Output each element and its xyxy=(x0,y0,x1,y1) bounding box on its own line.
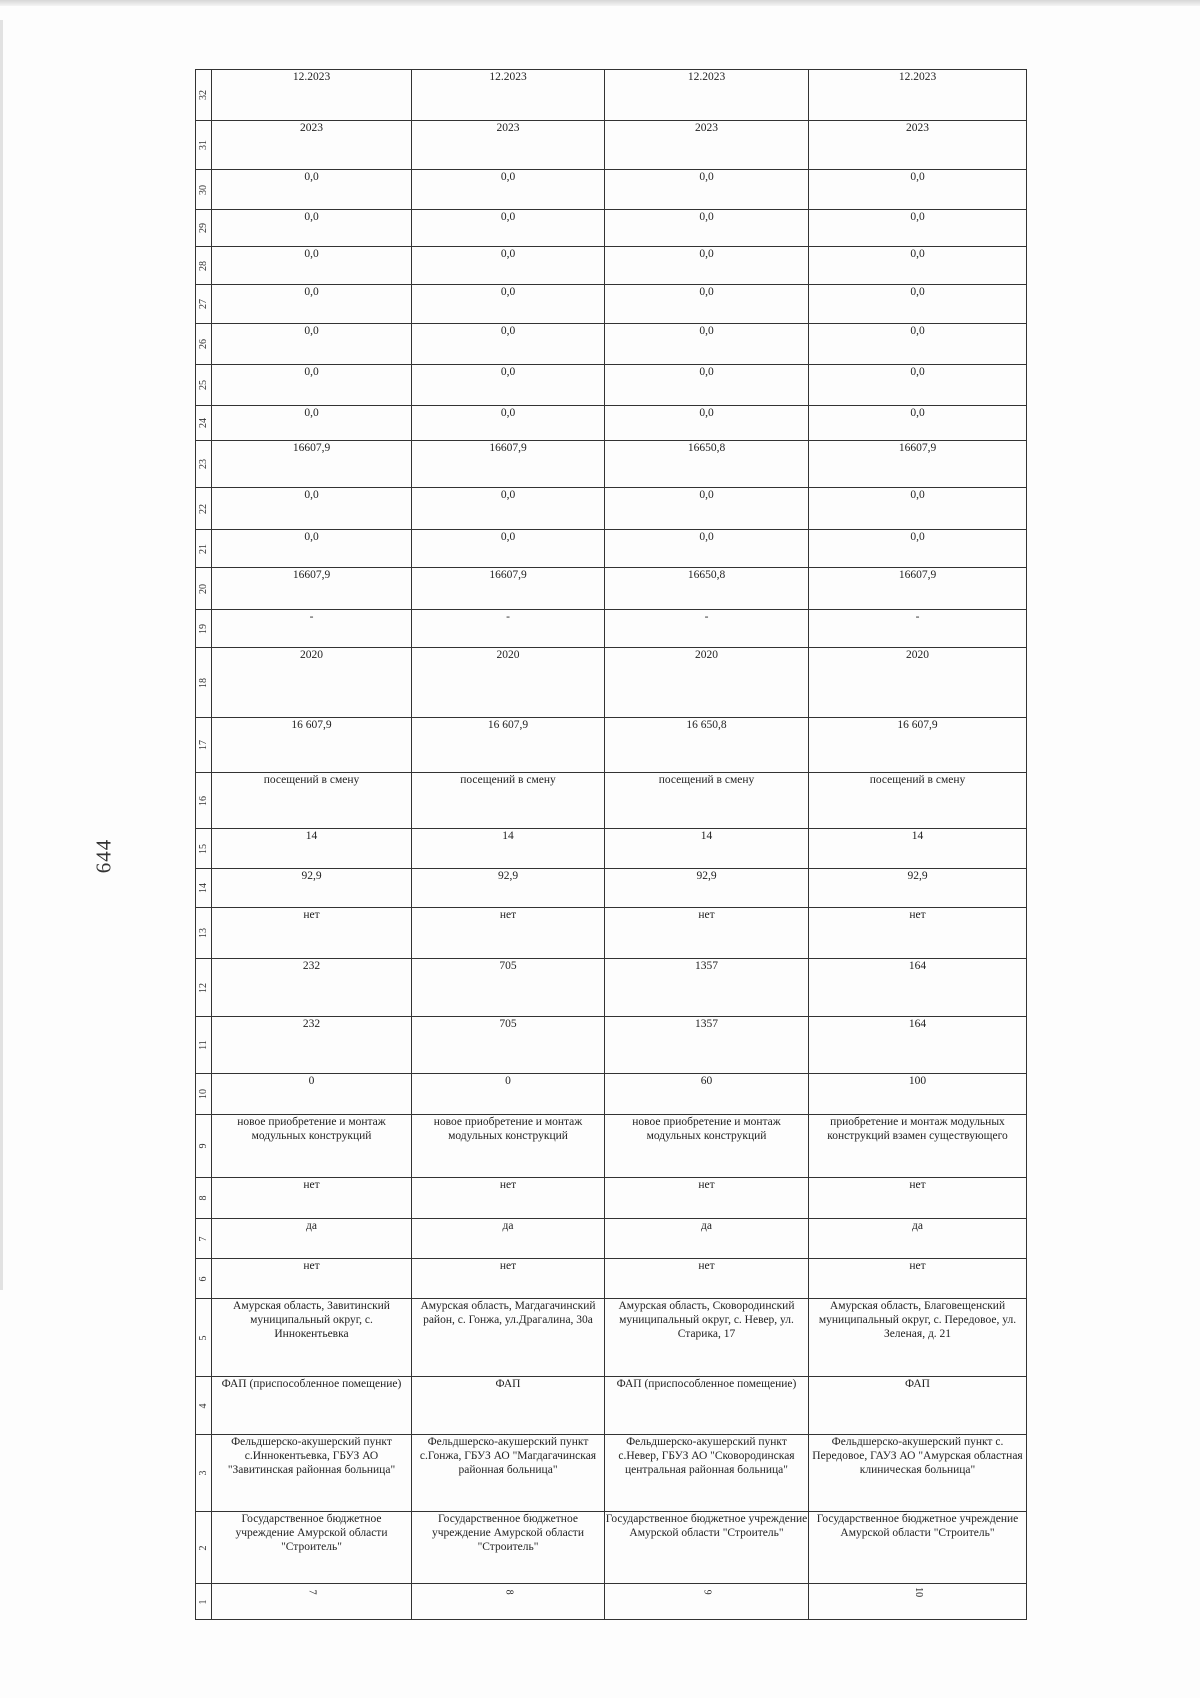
row-number: 18 xyxy=(197,677,209,688)
row-number: 13 xyxy=(197,928,209,938)
row-number-cell xyxy=(196,1219,212,1259)
table-row xyxy=(196,1377,1027,1435)
row-number: 24 xyxy=(197,418,209,428)
table-row xyxy=(196,365,1027,406)
table-cell: нет xyxy=(809,1259,1027,1299)
row-number-cell xyxy=(196,1377,212,1435)
row-number: 25 xyxy=(197,380,209,390)
table-cell: приобретение и монтаж модульных конструкций взамен существующего xyxy=(809,1115,1027,1178)
column-number-cell xyxy=(212,1584,412,1620)
table-cell: 0,0 xyxy=(212,365,412,406)
table-cell: 2023 xyxy=(605,121,809,170)
table-cell: нет xyxy=(809,1178,1027,1219)
table-cell: 12.2023 xyxy=(212,70,412,121)
table-cell: 0,0 xyxy=(809,365,1027,406)
table-cell: 705 xyxy=(412,1017,605,1074)
table-cell: 0,0 xyxy=(412,170,605,210)
row-number: 7 xyxy=(197,1236,209,1241)
table-cell: 0,0 xyxy=(212,488,412,530)
table-row xyxy=(196,908,1027,959)
row-number-cell xyxy=(196,530,212,568)
table-cell: 2020 xyxy=(605,648,809,718)
table-cell: 2023 xyxy=(212,121,412,170)
table-cell: 12.2023 xyxy=(809,70,1027,121)
table-cell: 0,0 xyxy=(212,285,412,324)
page-number: 644 xyxy=(91,838,116,874)
table-cell: 60 xyxy=(605,1074,809,1115)
table-cell: нет xyxy=(412,908,605,959)
table-cell: посещений в смену xyxy=(412,773,605,829)
row-number-cell xyxy=(196,908,212,959)
table-row xyxy=(196,1584,1027,1620)
table-cell: 0,0 xyxy=(809,247,1027,285)
table-cell: 0,0 xyxy=(412,285,605,324)
table-cell: 0 xyxy=(212,1074,412,1115)
row-number: 12 xyxy=(197,982,209,993)
table-cell: 16607,9 xyxy=(212,568,412,610)
table-cell: да xyxy=(605,1219,809,1259)
table-row xyxy=(196,773,1027,829)
table-cell: 0,0 xyxy=(809,324,1027,365)
table-row xyxy=(196,406,1027,441)
table-cell: Амурская область, Благовещенский муниципальный округ, с. Передовое, ул. Зеленая, д. 21 xyxy=(809,1299,1027,1377)
table-cell: нет xyxy=(412,1259,605,1299)
table-cell: новое приобретение и монтаж модульных конструкций xyxy=(412,1115,605,1178)
table-row xyxy=(196,285,1027,324)
table-cell: Государственное бюджетное учреждение Амурской области "Строитель" xyxy=(809,1512,1027,1584)
column-number: 10 xyxy=(912,1587,924,1598)
table-cell: 16607,9 xyxy=(412,568,605,610)
row-number-cell xyxy=(196,210,212,247)
row-number-cell xyxy=(196,1584,212,1620)
row-number-cell xyxy=(196,1259,212,1299)
table-cell: 0,0 xyxy=(212,170,412,210)
table-cell: 2020 xyxy=(212,648,412,718)
table-cell: 0,0 xyxy=(605,406,809,441)
table-cell: 16650,8 xyxy=(605,441,809,488)
table-row xyxy=(196,1299,1027,1377)
row-number-cell xyxy=(196,406,212,441)
table-cell: ФАП (приспособленное помещение) xyxy=(212,1377,412,1435)
table-cell: 92,9 xyxy=(809,869,1027,908)
row-number: 17 xyxy=(197,740,209,750)
data-table xyxy=(195,69,1027,1620)
table-cell: 0,0 xyxy=(212,247,412,285)
table-cell: 0,0 xyxy=(605,488,809,530)
table-cell: 16607,9 xyxy=(212,441,412,488)
table-body xyxy=(196,70,1027,1620)
table-cell: Фельдшерско-акушерский пункт с. Передовое, ГАУЗ АО "Амурская областная клиническая больница" xyxy=(809,1435,1027,1512)
table-cell: 0,0 xyxy=(605,247,809,285)
table-cell: да xyxy=(809,1219,1027,1259)
row-number: 20 xyxy=(197,583,209,594)
table-cell: 1357 xyxy=(605,959,809,1017)
column-number: 7 xyxy=(306,1589,318,1595)
table-cell: 0,0 xyxy=(809,210,1027,247)
table-cell: 16 607,9 xyxy=(212,718,412,773)
row-number-cell xyxy=(196,324,212,365)
table-row xyxy=(196,210,1027,247)
row-number: 5 xyxy=(197,1335,209,1340)
row-number: 32 xyxy=(197,90,209,100)
table-cell: - xyxy=(412,610,605,648)
row-number-cell xyxy=(196,70,212,121)
table-cell: 16607,9 xyxy=(809,441,1027,488)
table-cell: 1357 xyxy=(605,1017,809,1074)
table-cell: 0,0 xyxy=(412,324,605,365)
table-row xyxy=(196,1259,1027,1299)
table-cell: новое приобретение и монтаж модульных конструкций xyxy=(212,1115,412,1178)
column-number-cell xyxy=(809,1584,1027,1620)
table-cell: 0,0 xyxy=(412,365,605,406)
table-cell: 14 xyxy=(605,829,809,869)
column-number: 9 xyxy=(701,1589,713,1595)
row-number: 3 xyxy=(197,1470,209,1476)
row-number-cell xyxy=(196,441,212,488)
table-cell: 0,0 xyxy=(605,324,809,365)
row-number-cell xyxy=(196,869,212,908)
table-cell: Государственное бюджетное учреждение Амурской области "Строитель" xyxy=(412,1512,605,1584)
row-number-cell xyxy=(196,773,212,829)
row-number: 30 xyxy=(197,184,209,195)
row-number-cell xyxy=(196,488,212,530)
table-cell: 0,0 xyxy=(412,247,605,285)
row-number-cell xyxy=(196,1299,212,1377)
table-row xyxy=(196,829,1027,869)
table-row xyxy=(196,1115,1027,1178)
row-number: 11 xyxy=(197,1040,209,1050)
row-number-cell xyxy=(196,1435,212,1512)
row-number-cell xyxy=(196,829,212,869)
table-cell: 705 xyxy=(412,959,605,1017)
table-cell: ФАП xyxy=(412,1377,605,1435)
row-number: 29 xyxy=(197,223,209,233)
table-cell: 16 607,9 xyxy=(412,718,605,773)
row-number-cell xyxy=(196,247,212,285)
table-cell: нет xyxy=(212,1259,412,1299)
table-cell: 92,9 xyxy=(212,869,412,908)
table-cell: Фельдшерско-акушерский пункт с.Иннокентьевка, ГБУЗ АО "Завитинская районная больница" xyxy=(212,1435,412,1512)
table-cell: 16650,8 xyxy=(605,568,809,610)
row-number-cell xyxy=(196,568,212,610)
row-number-cell xyxy=(196,648,212,718)
column-number: 8 xyxy=(503,1589,515,1595)
table-cell: 16607,9 xyxy=(412,441,605,488)
row-number-cell xyxy=(196,610,212,648)
table-cell: 0,0 xyxy=(212,210,412,247)
table-cell: 164 xyxy=(809,959,1027,1017)
row-number-cell xyxy=(196,959,212,1017)
table-cell: 164 xyxy=(809,1017,1027,1074)
row-number-cell xyxy=(196,1512,212,1584)
table-row xyxy=(196,170,1027,210)
table-cell: 232 xyxy=(212,959,412,1017)
table-cell: 12.2023 xyxy=(605,70,809,121)
table-row xyxy=(196,1017,1027,1074)
row-number-cell xyxy=(196,1115,212,1178)
row-number-cell xyxy=(196,1178,212,1219)
table-cell: да xyxy=(212,1219,412,1259)
row-number-cell xyxy=(196,121,212,170)
row-number: 2 xyxy=(197,1545,209,1550)
table-row xyxy=(196,121,1027,170)
table-cell: 2020 xyxy=(412,648,605,718)
table-cell: ФАП (приспособленное помещение) xyxy=(605,1377,809,1435)
table-row xyxy=(196,568,1027,610)
table-cell: посещений в смену xyxy=(212,773,412,829)
table-cell: 14 xyxy=(412,829,605,869)
table-cell: 232 xyxy=(212,1017,412,1074)
row-number: 8 xyxy=(197,1195,209,1201)
table-cell: 2023 xyxy=(809,121,1027,170)
table-cell: 0,0 xyxy=(605,170,809,210)
table-cell: ФАП xyxy=(809,1377,1027,1435)
table-cell: 12.2023 xyxy=(412,70,605,121)
table-cell: 14 xyxy=(809,829,1027,869)
table-cell: 0,0 xyxy=(412,530,605,568)
row-number-cell xyxy=(196,170,212,210)
table-cell: посещений в смену xyxy=(605,773,809,829)
row-number: 22 xyxy=(197,503,209,514)
table-cell: нет xyxy=(412,1178,605,1219)
table-row xyxy=(196,959,1027,1017)
row-number: 9 xyxy=(197,1143,209,1149)
table-cell: 0,0 xyxy=(605,530,809,568)
table-cell: 0,0 xyxy=(605,285,809,324)
table-cell: 0,0 xyxy=(605,365,809,406)
row-number: 19 xyxy=(197,623,209,634)
table-cell: нет xyxy=(212,908,412,959)
row-number: 10 xyxy=(197,1089,209,1099)
table-cell: 16 607,9 xyxy=(809,718,1027,773)
table-row xyxy=(196,1178,1027,1219)
table-cell: 2020 xyxy=(809,648,1027,718)
table-row xyxy=(196,648,1027,718)
table-cell: нет xyxy=(809,908,1027,959)
table-cell: 92,9 xyxy=(605,869,809,908)
table-cell: 14 xyxy=(212,829,412,869)
table-cell: Государственное бюджетное учреждение Амурской области "Строитель" xyxy=(212,1512,412,1584)
table-cell: - xyxy=(809,610,1027,648)
table-row xyxy=(196,530,1027,568)
row-number: 16 xyxy=(197,795,209,806)
table-row xyxy=(196,441,1027,488)
table-cell: нет xyxy=(605,1259,809,1299)
table-row xyxy=(196,869,1027,908)
table-row xyxy=(196,70,1027,121)
table-row xyxy=(196,1219,1027,1259)
row-number: 27 xyxy=(197,299,209,309)
table-cell: Амурская область, Магдагачинский район, с. Гонжа, ул.Драгалина, 30а xyxy=(412,1299,605,1377)
table-cell: 92,9 xyxy=(412,869,605,908)
table-cell: 0,0 xyxy=(809,170,1027,210)
row-number-cell xyxy=(196,365,212,406)
row-number: 14 xyxy=(197,883,209,893)
table-cell: 2023 xyxy=(412,121,605,170)
table-cell: да xyxy=(412,1219,605,1259)
table-cell: 0,0 xyxy=(412,488,605,530)
table-cell: новое приобретение и монтаж модульных конструкций xyxy=(605,1115,809,1178)
column-number-cell xyxy=(412,1584,605,1620)
table-cell: 0,0 xyxy=(212,324,412,365)
table-cell: 16 650,8 xyxy=(605,718,809,773)
table-cell: - xyxy=(605,610,809,648)
table-row xyxy=(196,324,1027,365)
table-cell: посещений в смену xyxy=(809,773,1027,829)
table-cell: нет xyxy=(605,1178,809,1219)
row-number-cell xyxy=(196,718,212,773)
table-cell: 0,0 xyxy=(809,488,1027,530)
table-cell: 0,0 xyxy=(412,406,605,441)
row-number: 4 xyxy=(197,1403,209,1408)
row-number: 28 xyxy=(197,260,209,271)
table-cell: 0,0 xyxy=(412,210,605,247)
row-number: 1 xyxy=(197,1599,209,1604)
table-cell: Фельдшерско-акушерский пункт с.Невер, ГБУЗ АО "Сковородинская центральная районная больница" xyxy=(605,1435,809,1512)
table-cell: Амурская область, Завитинский муниципальный округ, с. Иннокентьевка xyxy=(212,1299,412,1377)
row-number: 6 xyxy=(197,1276,209,1281)
table-row xyxy=(196,718,1027,773)
table-cell: Амурская область, Сковородинский муниципальный округ, с. Невер, ул. Старика, 17 xyxy=(605,1299,809,1377)
row-number: 23 xyxy=(197,459,209,469)
column-number-cell xyxy=(605,1584,809,1620)
row-number-cell xyxy=(196,1074,212,1115)
row-number: 26 xyxy=(197,339,209,349)
table-cell: 16607,9 xyxy=(809,568,1027,610)
table-row xyxy=(196,488,1027,530)
table-row xyxy=(196,247,1027,285)
table-cell: - xyxy=(212,610,412,648)
row-number: 31 xyxy=(197,140,209,150)
table-row xyxy=(196,1435,1027,1512)
table-cell: 0,0 xyxy=(809,530,1027,568)
table-cell: Фельдшерско-акушерский пункт с.Гонжа, ГБУЗ АО "Магдагачинская районная больница" xyxy=(412,1435,605,1512)
row-number-cell xyxy=(196,285,212,324)
scan-left-edge xyxy=(0,20,3,1290)
table-cell: 0,0 xyxy=(809,406,1027,441)
table-cell: 100 xyxy=(809,1074,1027,1115)
table-cell: 0,0 xyxy=(212,406,412,441)
table-row xyxy=(196,610,1027,648)
scan-top-edge xyxy=(0,0,1200,6)
table-row xyxy=(196,1074,1027,1115)
table-cell: 0,0 xyxy=(212,530,412,568)
table-cell: Государственное бюджетное учреждение Амурской области "Строитель" xyxy=(605,1512,809,1584)
row-number-cell xyxy=(196,1017,212,1074)
table-row xyxy=(196,1512,1027,1584)
table-cell: 0,0 xyxy=(809,285,1027,324)
row-number: 21 xyxy=(197,543,209,554)
table-cell: нет xyxy=(605,908,809,959)
table-cell: 0 xyxy=(412,1074,605,1115)
row-number: 15 xyxy=(197,843,209,854)
table-cell: 0,0 xyxy=(605,210,809,247)
table-cell: нет xyxy=(212,1178,412,1219)
